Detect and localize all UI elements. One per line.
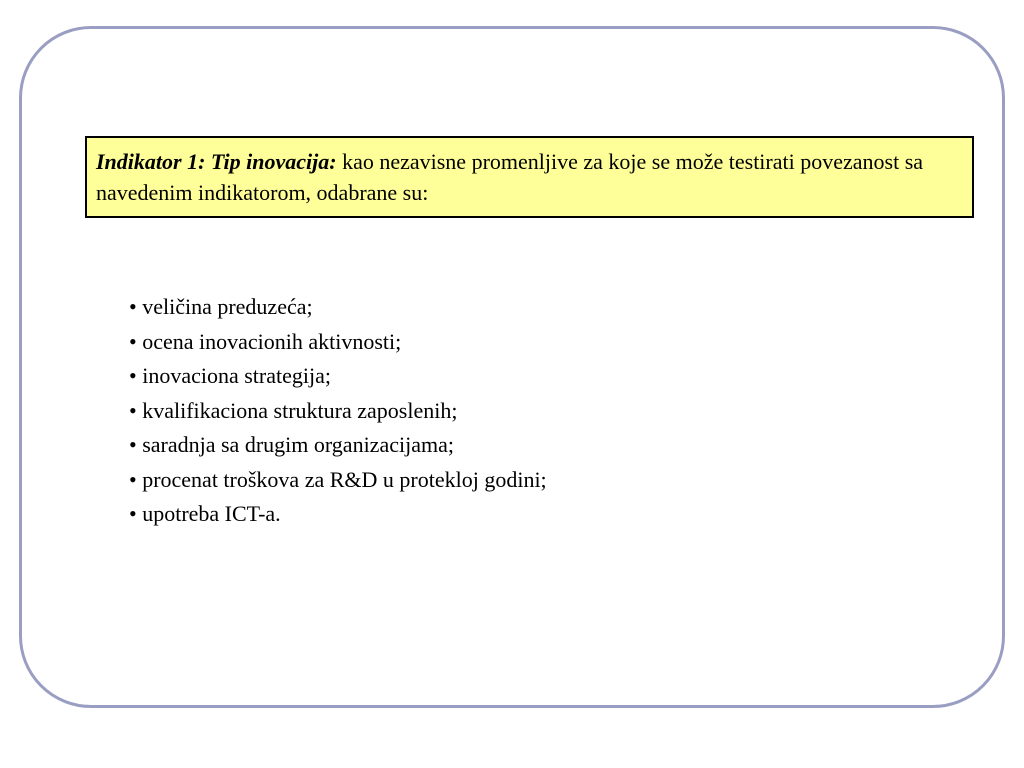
bullet-icon: • [129,328,137,354]
list-item-text: procenat troškova za R&D u protekloj godini; [142,466,547,492]
list-item [129,394,547,429]
bullet-icon: • [129,466,137,492]
list-item [129,463,547,498]
bullet-icon: • [129,363,137,388]
bullet-icon: • [129,432,137,457]
indicator-box [85,136,974,218]
bullet-icon: • [129,294,137,319]
list-item [129,497,547,532]
list-item-text: saradnja sa drugim organizacijama; [142,432,454,457]
list-item [129,359,547,394]
bullet-icon: • [129,501,137,526]
list-item-text: ocena inovacionih aktivnosti; [142,328,402,354]
list-item [129,325,547,360]
variable-list [129,290,547,532]
indicator-title: Indikator 1: Tip inovacija: [96,149,337,174]
bullet-icon: • [129,397,137,423]
list-item-text: upotreba ICT-a. [142,501,281,526]
list-item-text: veličina preduzeća; [142,294,313,319]
list-item-text: kvalifikaciona struktura zaposlenih; [142,397,458,423]
indicator-description: kao nezavisne promenljive za koje se može testirati povezanost sa navedenim indikatorom, odabrane su: [96,149,924,205]
list-item-text: inovaciona strategija; [142,363,331,388]
list-item [129,290,547,325]
list-item [129,428,547,463]
